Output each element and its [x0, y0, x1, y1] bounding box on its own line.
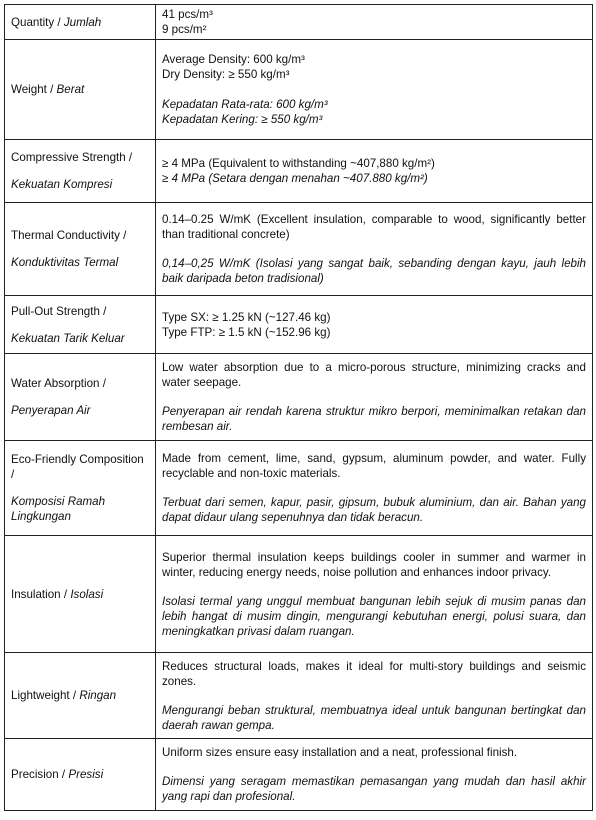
specification-table	[4, 4, 593, 811]
row-content	[156, 5, 593, 40]
label-english: Insulation	[11, 587, 61, 601]
label-separator: /	[46, 83, 57, 96]
table-row	[5, 739, 593, 811]
table-row	[5, 140, 593, 203]
label-separator: /	[60, 587, 71, 601]
row-content	[156, 739, 593, 811]
content-line: ≥ 4 MPa (Equivalent to withstanding ~407,880 kg/m²)	[162, 157, 435, 170]
row-content	[156, 140, 593, 203]
row-label	[5, 296, 156, 354]
content-line-indonesian: ≥ 4 MPa (Setara dengan menahan ~407.880 kg/m²)	[162, 172, 428, 185]
content-paragraph-indonesian: 0,14–0,25 W/mK (Isolasi yang sangat baik, sebanding dengan kayu, jauh lebih baik daripada beton tradisional)	[162, 257, 586, 285]
table-row	[5, 441, 593, 536]
content-line-indonesian: Kepadatan Kering: ≥ 550 kg/m³	[162, 113, 323, 126]
row-label	[5, 653, 156, 739]
table-row	[5, 203, 593, 296]
row-content	[156, 40, 593, 140]
label-indonesian: Isolasi	[70, 587, 104, 601]
row-label	[5, 5, 156, 40]
content-line: 41 pcs/m³	[162, 8, 213, 21]
label-indonesian: Konduktivitas Termal	[11, 256, 119, 269]
label-english: Pull-Out Strength /	[11, 304, 107, 318]
label-indonesian: Jumlah	[63, 15, 102, 29]
row-label	[5, 354, 156, 441]
label-english: Precision	[11, 768, 59, 781]
content-paragraph: Made from cement, lime, sand, gypsum, aluminum powder, and water. Fully recyclable and non-toxic materials.	[162, 452, 586, 480]
label-indonesian: Kekuatan Kompresi	[11, 178, 113, 191]
content-paragraph-indonesian: Terbuat dari semen, kapur, pasir, gipsum, bubuk aluminium, dan air. Bahan yang dapat didaur ulang sepenuhnya dan tidak beracun.	[162, 496, 586, 524]
label-english: Water Absorption /	[11, 377, 106, 390]
row-label	[5, 441, 156, 536]
content-line-indonesian: Kepadatan Rata-rata: 600 kg/m³	[162, 98, 328, 111]
content-line: Average Density: 600 kg/m³	[162, 53, 305, 66]
content-paragraph: Reduces structural loads, makes it ideal for multi-story buildings and seismic zones.	[162, 659, 586, 688]
row-content	[156, 536, 593, 653]
label-separator: /	[69, 689, 80, 702]
label-separator: /	[58, 768, 69, 781]
table-row	[5, 296, 593, 354]
label-english: Compressive Strength /	[11, 151, 133, 164]
label-indonesian: Komposisi Ramah Lingkungan	[11, 495, 106, 523]
row-content	[156, 203, 593, 296]
content-line: Type FTP: ≥ 1.5 kN (~152.96 kg)	[162, 325, 331, 339]
content-paragraph: Uniform sizes ensure easy installation and a neat, professional finish.	[162, 746, 518, 759]
row-content	[156, 354, 593, 441]
row-content	[156, 653, 593, 739]
table-row	[5, 40, 593, 140]
content-paragraph-indonesian: Isolasi termal yang unggul membuat bangunan lebih sejuk di musim panas dan lebih hangat di musim dingin, mengurangi kebutuhan energi, polusi suara, dan meningkatkan privasi dalam ruangan.	[162, 594, 586, 638]
content-paragraph-indonesian: Dimensi yang seragam memastikan pemasangan yang mudah dan hasil akhir yang rapi dan profesional.	[162, 775, 586, 803]
table-row	[5, 653, 593, 739]
row-content	[156, 441, 593, 536]
label-english: Eco-Friendly Composition /	[11, 453, 144, 481]
row-content	[156, 296, 593, 354]
label-english: Lightweight	[11, 689, 70, 702]
content-paragraph-indonesian: Penyerapan air rendah karena struktur mikro berpori, meminimalkan retakan dan rembesan air.	[162, 405, 586, 433]
label-english: Thermal Conductivity /	[11, 229, 127, 242]
table-row	[5, 354, 593, 441]
row-label	[5, 203, 156, 296]
label-indonesian: Kekuatan Tarik Keluar	[11, 331, 125, 345]
row-label	[5, 536, 156, 653]
content-paragraph: 0.14–0.25 W/mK (Excellent insulation, comparable to wood, significantly better than traditional concrete)	[162, 213, 586, 241]
label-indonesian: Ringan	[79, 689, 117, 702]
label-indonesian: Presisi	[68, 768, 104, 781]
table-row	[5, 536, 593, 653]
table-row	[5, 5, 593, 40]
content-line: Type SX: ≥ 1.25 kN (~127.46 kg)	[162, 310, 331, 324]
label-indonesian: Penyerapan Air	[11, 404, 91, 417]
content-paragraph: Superior thermal insulation keeps buildings cooler in summer and warmer in winter, reducing energy needs, noise pollution and enhances indoor privacy.	[162, 550, 586, 579]
content-paragraph: Low water absorption due to a micro-porous structure, minimizing cracks and water seepage.	[162, 361, 586, 389]
content-line: 9 pcs/m²	[162, 23, 207, 36]
row-label	[5, 140, 156, 203]
label-indonesian: Berat	[56, 83, 85, 96]
row-label	[5, 739, 156, 811]
row-label	[5, 40, 156, 140]
label-separator: /	[54, 15, 64, 29]
label-english: Quantity	[11, 15, 55, 29]
label-english: Weight	[11, 83, 47, 96]
content-line: Dry Density: ≥ 550 kg/m³	[162, 68, 290, 81]
content-paragraph-indonesian: Mengurangi beban struktural, membuatnya ideal untuk bangunan bertingkat dan daerah rawan gempa.	[162, 703, 586, 732]
